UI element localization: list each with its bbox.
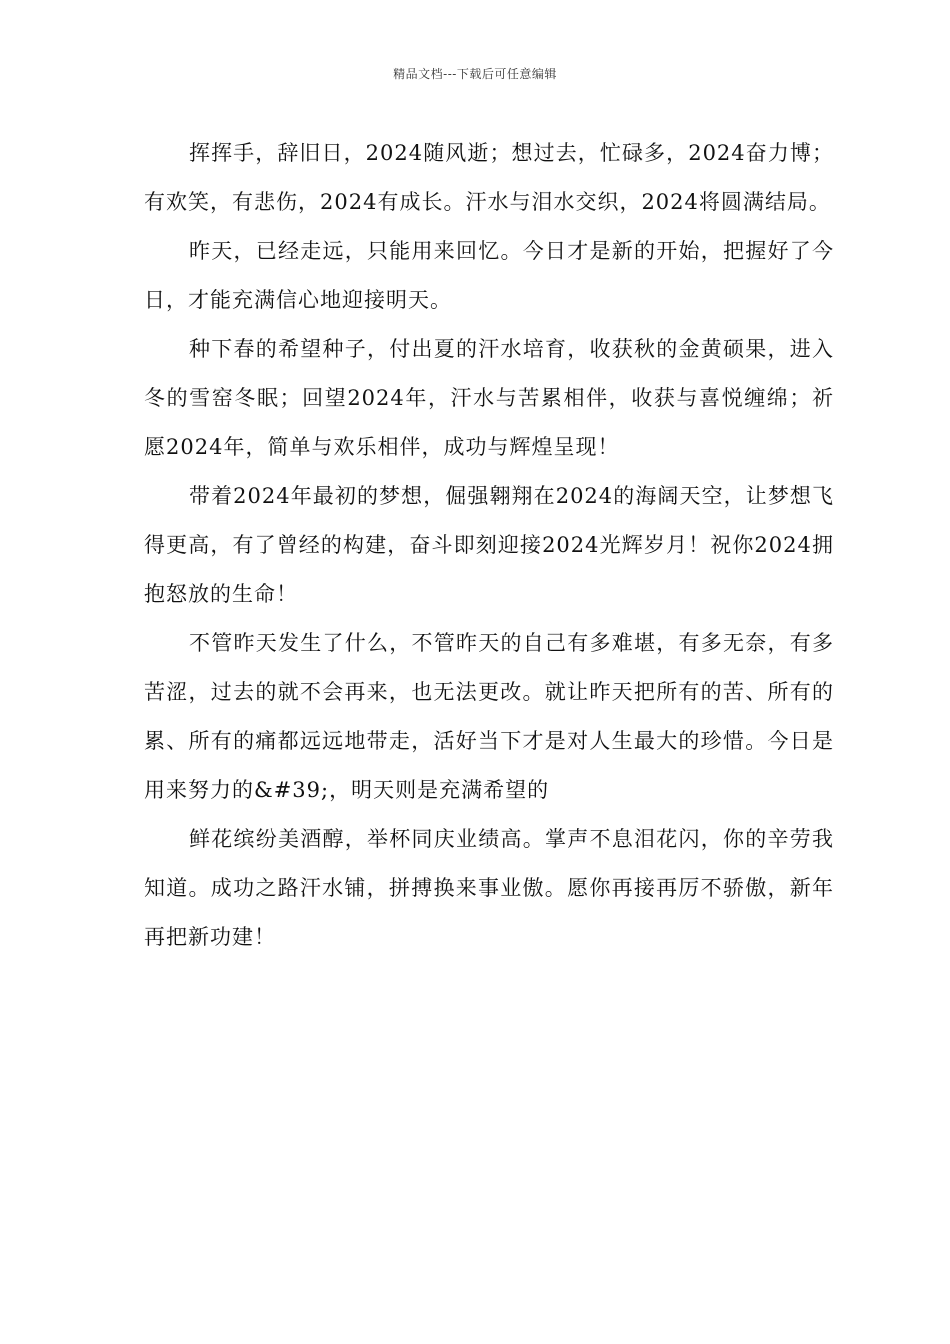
paragraph-6: 鲜花缤纷美酒醇，举杯同庆业绩高。掌声不息泪花闪，你的辛劳我知道。成功之路汗水铺，拼搏换来事业傲。愿你再接再厉不骄傲，新年再把新功建！ <box>144 827 834 949</box>
paragraph-4: 带着2024年最初的梦想，倔强翱翔在2024的海阔天空，让梦想飞得更高，有了曾经的构建，奋斗即刻迎接2024光辉岁月！祝你2024拥抱怒放的生命！ <box>144 484 834 606</box>
paragraph-5: 不管昨天发生了什么，不管昨天的自己有多难堪，有多无奈，有多苦涩，过去的就不会再来，也无法更改。就让昨天把所有的苦、所有的累、所有的痛都远远地带走，活好当下才是对人生最大的珍惜。今日是用来努力的&#39;，明天则是充满希望的 <box>144 631 834 802</box>
paragraph-1: 挥挥手，辞旧日，2024随风逝；想过去，忙碌多，2024奋力博；有欢笑，有悲伤，2024有成长。汗水与泪水交织，2024将圆满结局。 <box>144 141 834 214</box>
document-body <box>144 129 834 962</box>
page-header: 精品文档---下载后可任意编辑 <box>393 67 557 81</box>
paragraph-2: 昨天，已经走远，只能用来回忆。今日才是新的开始，把握好了今日，才能充满信心地迎接明天。 <box>144 239 834 312</box>
paragraph-3: 种下春的希望种子，付出夏的汗水培育，收获秋的金黄硕果，进入冬的雪窑冬眠；回望2024年，汗水与苦累相伴，收获与喜悦缠绵；祈愿2024年，简单与欢乐相伴，成功与辉煌呈现！ <box>144 337 834 459</box>
